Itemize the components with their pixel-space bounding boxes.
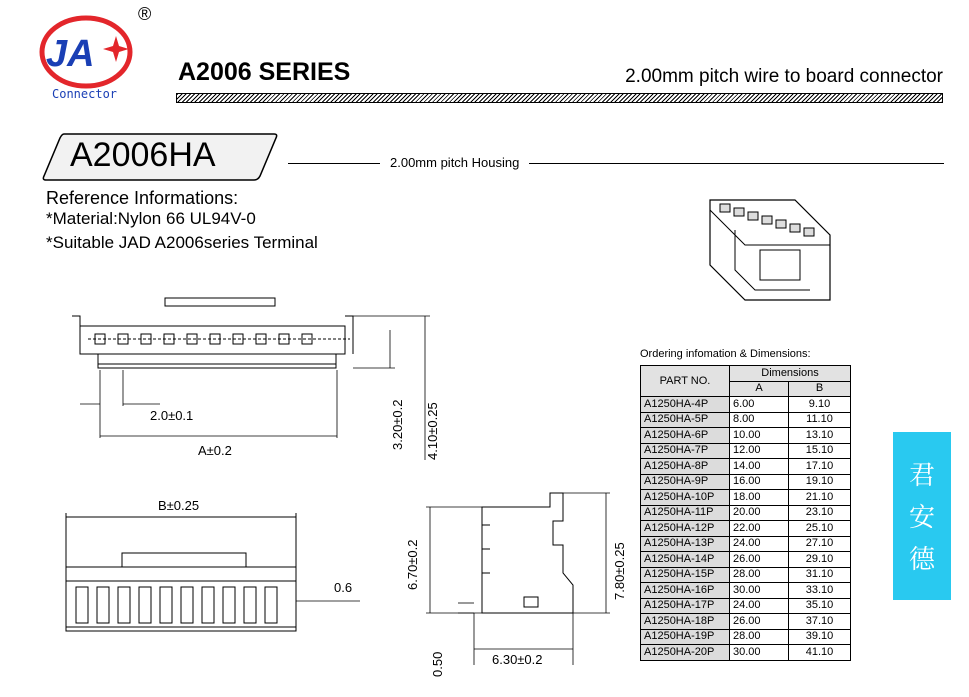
table-row [641, 490, 851, 506]
bottom-view-drawing [60, 505, 380, 660]
dim-a-cell: 22.00 [730, 521, 789, 537]
height-320-label: 3.20±0.2 [390, 399, 405, 450]
dim-b-cell: 9.10 [789, 397, 851, 413]
dim-a-cell: 30.00 [730, 583, 789, 599]
housing-description: 2.00mm pitch Housing [380, 155, 529, 170]
table-row [641, 412, 851, 428]
part-number-cell: A1250HA-6P [641, 428, 730, 444]
depth-label: 6.30±0.2 [492, 652, 543, 667]
a-dimension-label: A±0.2 [198, 443, 232, 458]
logo-name: Connector [52, 87, 118, 101]
table-row [641, 474, 851, 490]
dim-b-cell: 11.10 [789, 412, 851, 428]
logo-letters: JA [46, 33, 95, 75]
dim-b-cell: 35.10 [789, 598, 851, 614]
rib-label: 0.6 [334, 580, 353, 595]
dim-a-cell: 12.00 [730, 443, 789, 459]
dim-b-cell: 13.10 [789, 428, 851, 444]
height-410-label: 4.10±0.25 [425, 402, 440, 460]
dimensions-header: Dimensions [730, 366, 851, 382]
dim-b-cell: 33.10 [789, 583, 851, 599]
part-number-cell: A1250HA-11P [641, 505, 730, 521]
part-number-cell: A1250HA-12P [641, 521, 730, 537]
table-row [641, 459, 851, 475]
part-number-cell: A1250HA-5P [641, 412, 730, 428]
part-number-cell: A1250HA-7P [641, 443, 730, 459]
dim-b-cell: 39.10 [789, 629, 851, 645]
side-banner-text [893, 455, 951, 581]
table-row [641, 443, 851, 459]
table-row [641, 552, 851, 568]
reference-title: Reference Informations: [46, 188, 239, 208]
part-number-cell: A1250HA-15P [641, 567, 730, 583]
table-row [641, 428, 851, 444]
side-char: 安 [908, 503, 935, 533]
dim-b-cell: 17.10 [789, 459, 851, 475]
dim-a-cell: 26.00 [730, 552, 789, 568]
ordering-table [640, 365, 851, 661]
table-row [641, 521, 851, 537]
part-number-cell: A1250HA-16P [641, 583, 730, 599]
dim-a-cell: 28.00 [730, 567, 789, 583]
dim-b-cell: 29.10 [789, 552, 851, 568]
part-number-cell: A1250HA-17P [641, 598, 730, 614]
dim-b-cell: 37.10 [789, 614, 851, 630]
dim-b-cell: 15.10 [789, 443, 851, 459]
part-number-cell: A1250HA-20P [641, 645, 730, 661]
series-subtitle: 2.00mm pitch wire to board connector [625, 66, 943, 87]
col-a-header: A [730, 381, 789, 397]
dim-a-cell: 16.00 [730, 474, 789, 490]
table-row [641, 614, 851, 630]
title-divider [176, 93, 943, 103]
part-number-cell: A1250HA-13P [641, 536, 730, 552]
part-number-cell: A1250HA-8P [641, 459, 730, 475]
dim-b-cell: 31.10 [789, 567, 851, 583]
dim-a-cell: 8.00 [730, 412, 789, 428]
model-name: A2006HA [70, 136, 216, 174]
total-height-label: 7.80±0.25 [612, 542, 627, 600]
dim-a-cell: 10.00 [730, 428, 789, 444]
reference-terminal: *Suitable JAD A2006series Terminal [46, 233, 318, 252]
dim-b-cell: 23.10 [789, 505, 851, 521]
dim-a-cell: 18.00 [730, 490, 789, 506]
side-view-drawing [420, 485, 620, 680]
table-row [641, 629, 851, 645]
dim-b-cell: 21.10 [789, 490, 851, 506]
part-number-cell: A1250HA-18P [641, 614, 730, 630]
col-b-header: B [789, 381, 851, 397]
dim-a-cell: 20.00 [730, 505, 789, 521]
gap-label: 0.50 [430, 651, 445, 677]
dim-a-cell: 6.00 [730, 397, 789, 413]
front-view-drawing [60, 290, 440, 475]
dim-b-cell: 27.10 [789, 536, 851, 552]
table-row [641, 567, 851, 583]
registered-mark: ® [138, 4, 152, 24]
dim-b-cell: 25.10 [789, 521, 851, 537]
part-number-cell: A1250HA-19P [641, 629, 730, 645]
pitch-label: 2.0±0.1 [150, 408, 194, 423]
part-number-cell: A1250HA-4P [641, 397, 730, 413]
dim-a-cell: 28.00 [730, 629, 789, 645]
dim-a-cell: 14.00 [730, 459, 789, 475]
table-row [641, 536, 851, 552]
ordering-title: Ordering infomation & Dimensions: [640, 348, 811, 360]
side-height-label: 6.70±0.2 [405, 539, 420, 590]
table-row [641, 583, 851, 599]
part-number-cell: A1250HA-10P [641, 490, 730, 506]
part-number-cell: A1250HA-9P [641, 474, 730, 490]
table-row [641, 598, 851, 614]
table-row [641, 397, 851, 413]
table-row [641, 645, 851, 661]
side-char: 德 [908, 545, 935, 575]
dim-a-cell: 30.00 [730, 645, 789, 661]
side-char: 君 [908, 461, 935, 491]
dim-a-cell: 24.00 [730, 536, 789, 552]
series-title: A2006 SERIES [178, 58, 351, 86]
part-number-cell: A1250HA-14P [641, 552, 730, 568]
dim-b-cell: 41.10 [789, 645, 851, 661]
b-dimension-label: B±0.25 [158, 498, 200, 513]
dim-a-cell: 26.00 [730, 614, 789, 630]
table-row [641, 505, 851, 521]
part-no-header: PART NO. [641, 366, 730, 397]
product-3d-image [700, 190, 840, 315]
dim-b-cell: 19.10 [789, 474, 851, 490]
reference-material: *Material:Nylon 66 UL94V-0 [46, 209, 256, 228]
dim-a-cell: 24.00 [730, 598, 789, 614]
